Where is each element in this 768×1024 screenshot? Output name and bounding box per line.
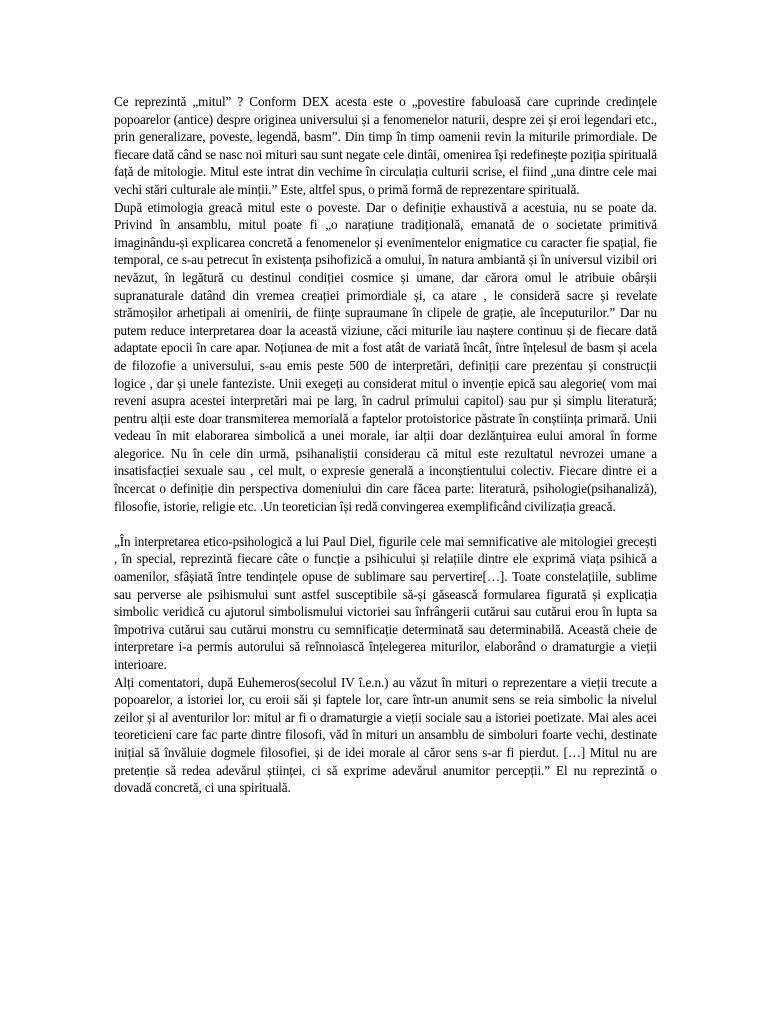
paragraph-diel-quote: „În interpretarea etico-psihologică a lui Paul Diel, figurile cele mai semnificative ale mitologiei grecești , în special, reprezintă fiecare câte o funcție a psihicului și relațiile dintre ele exprimă viața psihică a oamenilor, sfâșiată între tendințele opuse de sublimare sau pervertire[…]. Toate constelațiile, sublime sau perverse ale psihismului sunt astfel susceptibile să-și găsească formularea figurată și explicația simbolic veridică cu ajutorul simbolismului victoriei sau înfrângerii cutărui sau cutărui erou în lupta sa împotriva cutărui sau cutărui monstru cu semnificație determinată sau determinabilă. Această cheie de interpretare i-a permis autorului să reînnoiască înțelegerea miturilor, elaborând o dramaturgie a vieții interioare. bbox=[114, 533, 657, 672]
paragraph-intro: Ce reprezintă „mitul” ? Conform DEX acesta este o „povestire fabuloasă care cuprinde credințele popoarelor (antice) despre originea universului și a fenomenelor naturii, despre zei și eroi legendari etc., prin generalizare, poveste, legendă, basm”. Din timp în timp oamenii revin la miturile primordiale. De fiecare dată când se nasc noi mituri sau sunt negate cele dintâi, omenirea își redefinește poziția spirituală față de mitologie. Mitul este intrat din vechime în circulația culturii scrise, el fiind „una dintre cele mai vechi stări culturale ale minții.” Este, altfel spus, o primă formă de reprezentare spirituală. bbox=[114, 94, 657, 197]
paragraph-etymology: După etimologia greacă mitul este o poveste. Dar o definiție exhaustivă a acestuia, nu se poate da. Privind în ansamblu, mitul poate fi „o narațiune tradițională, emanată de o societate primitivă imaginându-și explicarea concretă a fenomenelor și evenimentelor enigmatice cu caracter fie spațial, fie temporal, ce s-au petrecut în existența psihofizică a omului, în natura ambiantă și în universul vizibil ori nevăzut, în legătură cu destinul condiției cosmice și umane, dar cărora omul le atribuie obârșii supranaturale datând din vremea creației primordiale și, ca atare , le consideră sacre și revelate strămoșilor arhetipali ai omenirii, de ființe supraumane în clipele de grație, ale începuturilor.” Dar nu putem reduce interpretarea doar la această viziune, căci miturile iau naștere continuu și de fiecare dată adaptate epocii în care apar. Noțiunea de mit a fost atât de variată încât, între înțelesul de basm și acela de filozofie a universului, s-au emis peste 500 de interpretări, definiții care prezentau și construcții logice , dar și unele fanteziste. Unii exegeți au considerat mitul o invenție epică sau alegorie( vom mai reveni asupra acestei interpretări mai pe larg, în cadrul primului capitol) sau pur și simplu literatură; pentru alții este doar transmiterea memorială a faptelor protoistorice păstrate în conștiința primară. Unii vedeau în mit elaborarea simbolică a unei morale, iar alții doar dezlănțuirea eului amoral în forme alegorice. Nu în cele din urmă, psihanaliștii considerau că mitul este rezultatul nevrozei umane a insatisfacției sexuale sau , cel mult, o expresie generală a inconștientului colectiv. Fiecare dintre ei a încercat o definiție din perspectiva domeniului din care făcea parte: literatură, psihologie(psihanaliză), filosofie, istorie, religie etc. .Un teoretician își redă convingerea exemplificând civilizația greacă. bbox=[114, 199, 657, 514]
document-body bbox=[114, 93, 657, 797]
paragraph-gap bbox=[114, 515, 657, 533]
paragraph-euhemeros: Alți comentatori, după Euhemeros(secolul IV î.e.n.) au văzut în mituri o reprezentare a vieții trecute a popoarelor, a istoriei lor, cu eroii săi și faptele lor, care într-un anumit sens se reia simbolic la nivelul zeilor și al aventurilor lor: mitul ar fi o dramaturgie a vieții sociale sau a istoriei poetizate. Mai ales acei teoreticieni care fac parte dintre filosofi, văd în mituri un ansamblu de simboluri foarte vechi, destinate inițial să învăluie dogmele filosofiei, și de idei morale al căror sens s-ar fi pierdut. […] Mitul nu are pretenție să redea adevărul științei, ci să exprime adevărul anumitor percepții.” El nu reprezintă o dovadă concretă, ci una spirituală. bbox=[114, 674, 657, 796]
